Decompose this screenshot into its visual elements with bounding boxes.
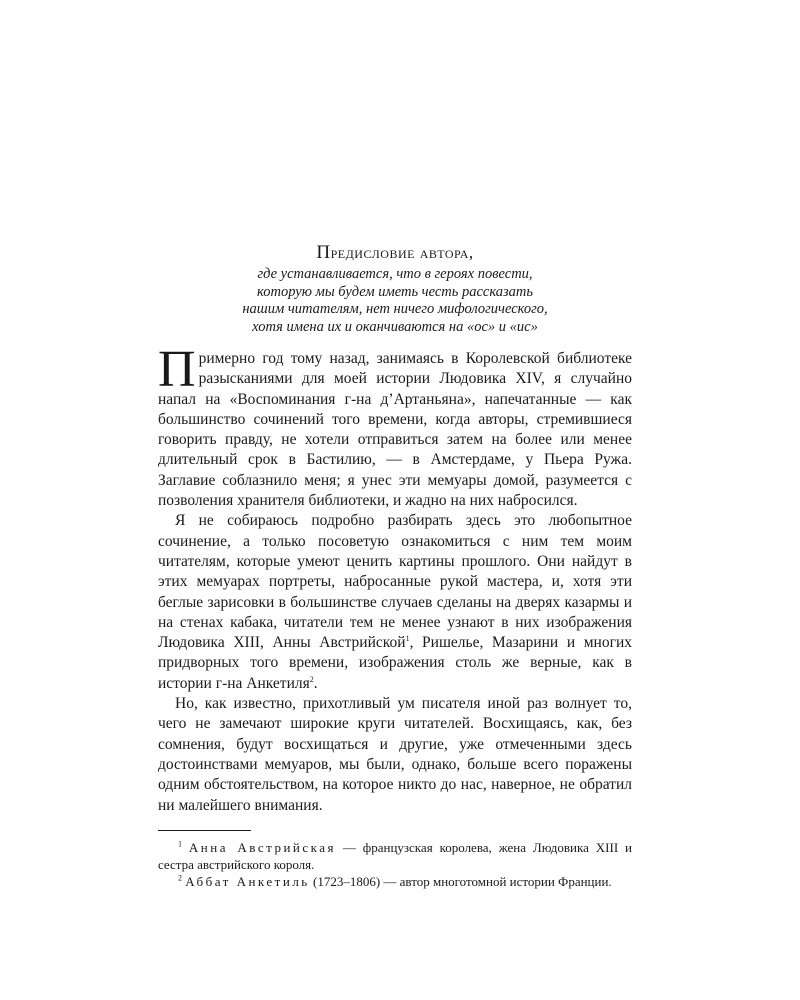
subtitle-line: хотя имена их и оканчиваются на «ос» и «ис» [252,318,538,335]
paragraph-3: Но, как известно, прихотливый ум писателя иной раз волнует то, чего не замечают широкие круги читателей. Восхищаясь, как, без сомнения, будут восхищаться и другие, уже отмеченными здесь достоинствами мемуаров, мы были, однако, больше всего поражены одним обстоятельством, на которое никто до нас, наверное, не обратил ни малейшего внимания. [158,695,632,814]
footnote-divider [158,830,251,831]
footnote-term: Аббат Анкетиль [185,873,310,889]
paragraph-2-text-b: , Ришелье, Мазарини и многих придворных того времени, изображения столь же верные, как в истории г-на Анкетиля [158,634,632,692]
paragraph-1-text: римерно год тому назад, занимаясь в Королевской библиотеке разысканиями для моей истории Людовика XIV, я случайно напал на «Воспоминания г-на д’Артаньяна», напечатанные — как большинство сочинений того времени, когда авторы, стремившиеся говорить правду, не хотели отправиться затем на более или менее длительный срок в Бастилию, — в Амстердаме, у Пьера Ружа. Заглавие соблазнило меня; я унес эти мемуары домой, разумеется с позволения хранителя библиотеки, и жадно на них набросился. [158,350,632,510]
paragraph-2-text-c: . [313,674,318,692]
footnote-term: Анна Австрийская [188,839,336,855]
footnote-ref-1[interactable]: 1 [405,634,410,643]
footnotes [158,839,632,890]
footnote-ref-2[interactable]: 2 [309,674,314,684]
footnote-marker: 2 [178,873,182,883]
book-page [158,240,632,890]
chapter-title-initial: П [316,242,331,263]
paragraph-1 [158,341,632,511]
subtitle-line: которую мы будем иметь честь рассказать [257,283,533,300]
footnote-marker: 1 [178,839,182,849]
subtitle-line: нашим читателям, нет ничего мифологического, [242,301,548,317]
footnote-text: (1723–1806) — автор многотомной истории Франции. [309,873,612,889]
chapter-subtitle [158,266,632,336]
footnote-1 [158,839,632,873]
subtitle-line: где устанавливается, что в героях повести, [257,266,533,282]
footnote-text: — французская королева, жена Людовика XIII и сестра австрийского короля. [158,839,633,872]
chapter-heading [158,240,632,336]
body-text [158,341,632,816]
footnote-2 [158,873,632,890]
chapter-title [158,240,632,266]
drop-cap: П [158,341,196,398]
chapter-title-rest: редисловие автора, [330,243,474,262]
paragraph-2-text-a: Я не собираюсь подробно разбирать здесь это любопытное сочинение, а только посоветую ознакомиться с ним тем моим читателям, которые умеют ценить картины прошлого. Они найдут в этих мемуарах портреты, набросанные рукой мастера, и, хотя эти беглые зарисовки в большинстве случаев сделаны на дверях казармы и на стенах кабака, читатели тем не менее узнают в них изображения Людовика XIII, Анны Австрийской [158,512,632,652]
paragraph-2 [158,511,632,694]
